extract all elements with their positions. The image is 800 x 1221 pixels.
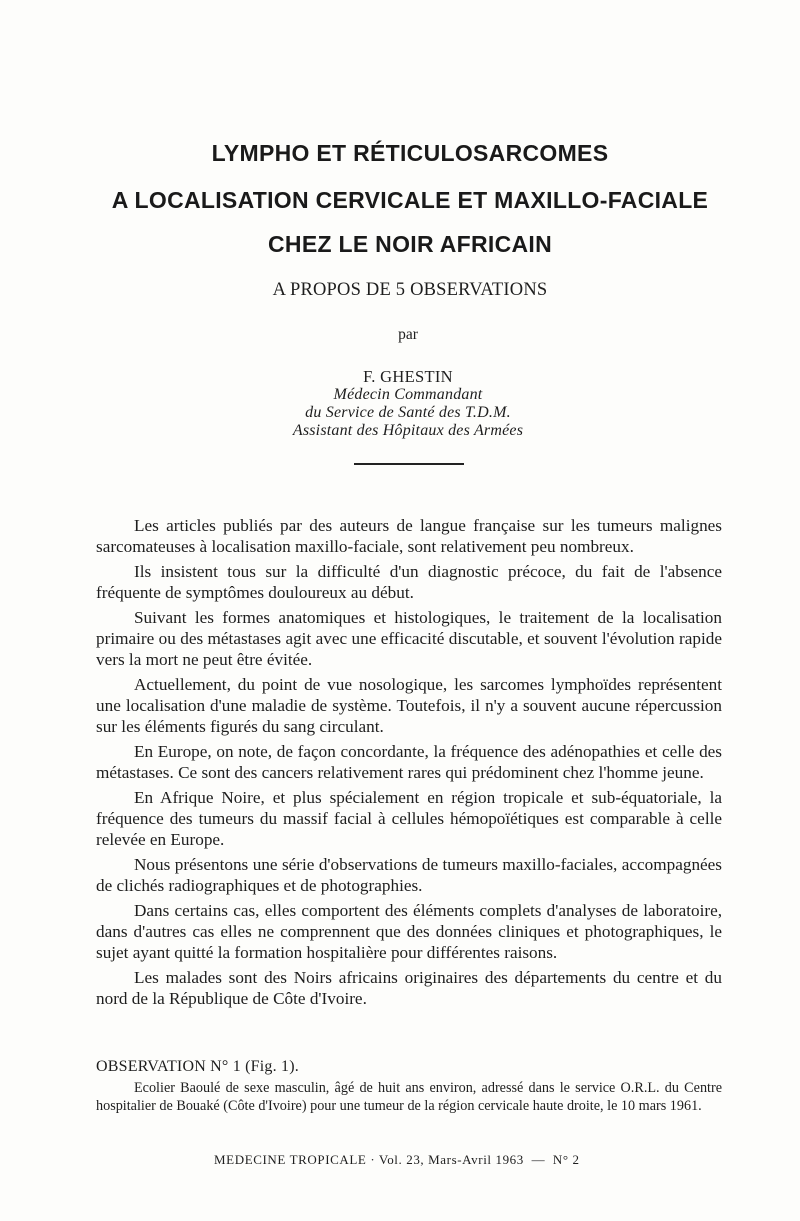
body-paragraph: Dans certains cas, elles comportent des éléments complets d'analyses de laboratoire, dans d'autres cas elles ne comprennent que des données cliniques et photographiques, le sujet ayant quitté la formation hospitalière pour différentes raisons.: [96, 901, 722, 962]
article-title-line-2: A LOCALISATION CERVICALE ET MAXILLO-FACIALE: [111, 187, 709, 213]
body-paragraph: En Afrique Noire, et plus spécialement en région tropicale et sub-équatoriale, la fréquence des tumeurs du massif facial à cellules hémopoïétiques est comparable à celle relevée en Europe.: [96, 788, 722, 849]
footer-volume: Vol. 23, Mars-Avril 1963: [378, 1152, 524, 1167]
article-title-line-1: LYMPHO ET RÉTICULOSARCOMES: [211, 140, 609, 166]
body-paragraph: Les malades sont des Noirs africains originaires des départements du centre et du nord de la République de Côte d'Ivoire.: [96, 968, 722, 1008]
observation-heading: OBSERVATION N° 1 (Fig. 1).: [96, 1058, 299, 1075]
body-paragraph: Ils insistent tous sur la difficulté d'un diagnostic précoce, du fait de l'absence fréquente de symptômes douloureux au début.: [96, 562, 722, 602]
body-paragraph: Nous présentons une série d'observations de tumeurs maxillo-faciales, accompagnées de clichés radiographiques et de photographies.: [96, 855, 722, 895]
footer-journal: MEDECINE TROPICALE: [214, 1152, 367, 1167]
separator-rule: [354, 463, 464, 465]
observation-text-block: [96, 1079, 722, 1115]
author-name: F. GHESTIN: [363, 367, 453, 386]
body-paragraph: Les articles publiés par des auteurs de langue française sur les tumeurs malignes sarcomateuses à localisation maxillo-faciale, sont relativement peu nombreux.: [96, 516, 722, 556]
author-affiliation-line: Assistant des Hôpitaux des Armées: [292, 422, 524, 439]
author-affiliation-line: du Service de Santé des T.D.M.: [305, 404, 511, 421]
footer-number: N° 2: [552, 1152, 580, 1167]
body-paragraph: En Europe, on note, de façon concordante, la fréquence des adénopathies et celle des métastases. Ce sont des cancers relativement rares qui prédominent chez l'homme jeune.: [96, 742, 722, 782]
page-footer: [214, 1152, 614, 1168]
body-paragraph: Suivant les formes anatomiques et histologiques, le traitement de la localisation primaire ou des métastases agit avec une efficacité discutable, et souvent l'évolution rapide vers la mort ne peut être évitée.: [96, 608, 722, 669]
footer-separator: —: [523, 1152, 553, 1167]
observation-text: Ecolier Baoulé de sexe masculin, âgé de huit ans environ, adressé dans le service O.R.L. du Centre hospitalier de Bouaké (Côte d'Ivoire) pour une tumeur de la région cervicale haute droite, le 10 mars 1961.: [96, 1080, 722, 1114]
article-subtitle: A PROPOS DE 5 OBSERVATIONS: [272, 280, 548, 300]
author-affiliation-line: Médecin Commandant: [333, 386, 483, 403]
article-title-line-3: CHEZ LE NOIR AFRICAIN: [268, 231, 552, 257]
body-paragraph: Actuellement, du point de vue nosologique, les sarcomes lymphoïdes représentent une localisation d'une maladie de système. Toutefois, il n'y a souvent aucune répercussion sur les éléments figurés du sang circulant.: [96, 675, 722, 736]
article-body: [96, 515, 722, 1013]
byline-par: par: [398, 326, 418, 343]
footer-separator: ·: [366, 1152, 379, 1167]
